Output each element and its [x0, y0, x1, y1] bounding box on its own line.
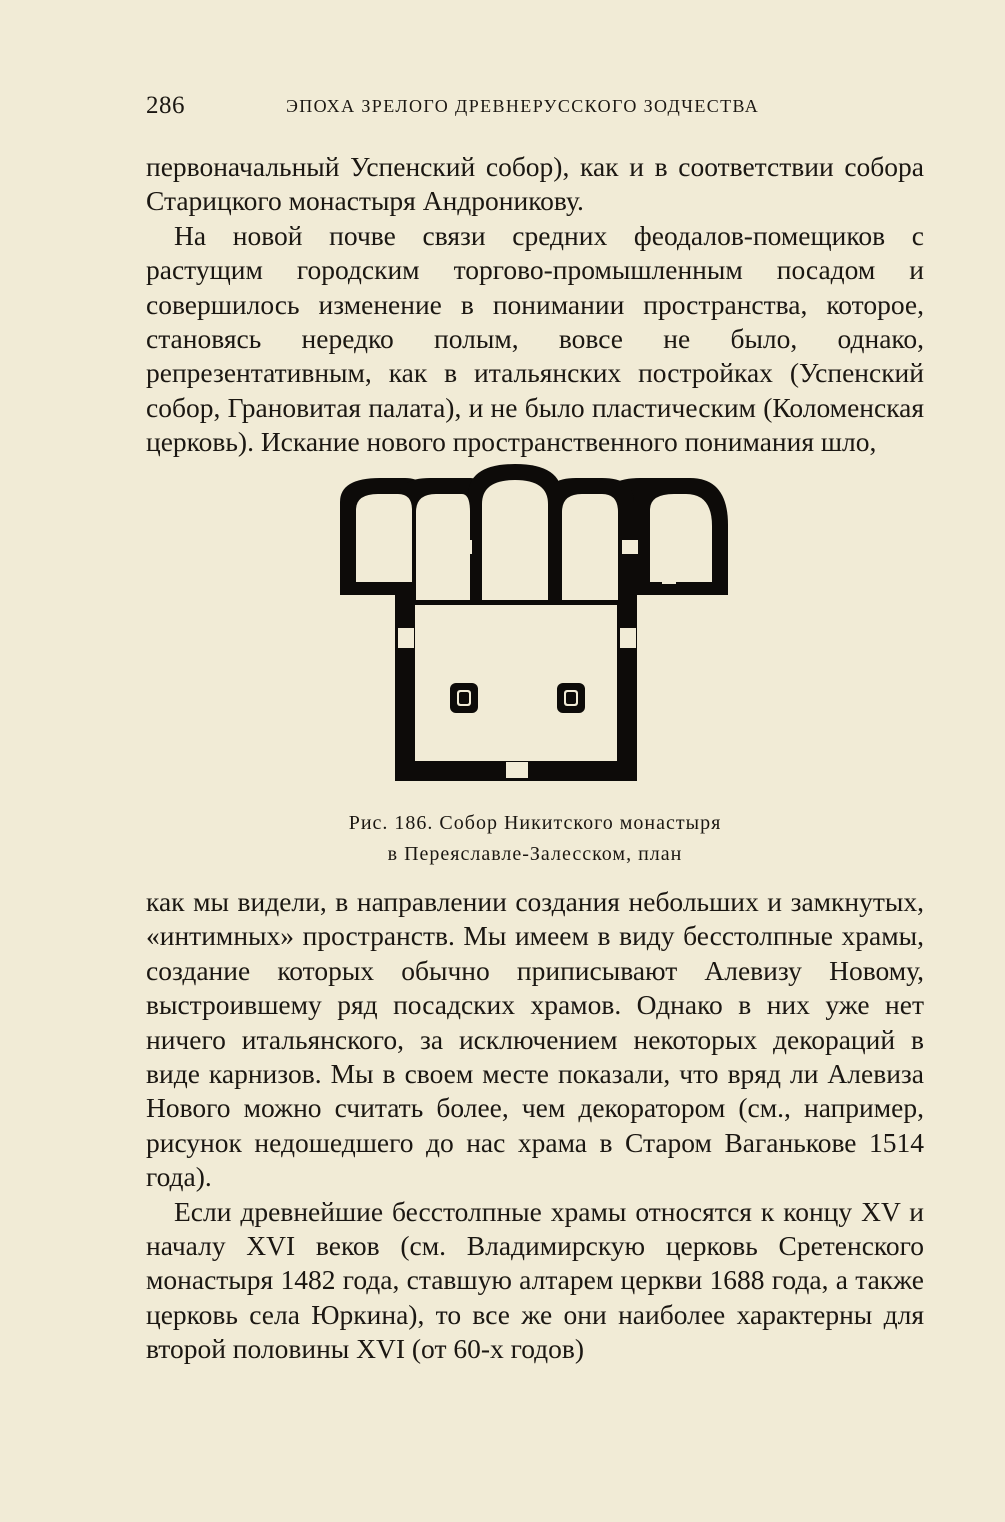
page-header — [146, 92, 926, 126]
text-block-bottom — [146, 885, 924, 1367]
text-block-top — [146, 150, 924, 460]
west-door-opening — [506, 762, 528, 778]
caption-line-2: в Переяславле-Залесском, план — [387, 843, 683, 865]
church-floor-plan-drawing — [340, 460, 730, 785]
south-apse-interior — [650, 494, 712, 582]
window-opening — [456, 540, 472, 554]
paragraph-continuation: первоначальный Успенский собор), как и в соответствии собора Старицкого монастыря Андроникову. — [146, 151, 924, 217]
figure-caption — [146, 808, 924, 870]
central-apse-interior — [482, 480, 548, 600]
window-opening — [662, 572, 676, 584]
hall-interior — [415, 605, 617, 761]
paragraph-continuation: как мы видели, в направлении создания небольших и замкнутых, «интимных» пространств. Мы имеем в виду бесстолпные храмы, создание которых обычно приписывают Алевизу Новому, выстроившему ряд посадских храмов. Однако в них уже нет ничего итальянского, за исключением некоторых декораций в виде карнизов. Мы в своем месте показали, что вряд ли Алевиза Нового можно считать более, чем декоратором (см., например, рисунок недошедшего до нас храма в Старом Ваганькове 1514 года). — [146, 886, 924, 1193]
page-number: 286 — [146, 92, 185, 119]
paragraph: На новой почве связи средних феодалов-помещиков с растущим городским торгово-промышленным посадом и совершилось изменение в понимании пространства, которое, становясь нередко полым, вовсе не было, однако, репрезентативным, как в итальянских постройках (Успенский собор, Грановитая палата), и не было пластическим (Коломенская церковь). Искание нового пространственного понимания шло, — [146, 219, 924, 458]
window-opening — [398, 628, 414, 648]
caption-line-1: Рис. 186. Собор Никитского монастыря — [348, 812, 722, 834]
window-opening — [373, 568, 387, 580]
pillar-core — [459, 692, 469, 704]
pillar-core — [566, 692, 576, 704]
window-opening — [622, 540, 638, 554]
right-apse-interior — [562, 494, 618, 600]
floor-plan-figure — [340, 460, 730, 785]
running-title: ЭПОХА ЗРЕЛОГО ДРЕВНЕРУССКОГО ЗОДЧЕСТВА — [286, 96, 760, 116]
window-opening — [620, 628, 636, 648]
paragraph: Если древнейшие бесстолпные храмы относятся к концу XV и началу XVI веков (см. Владимирскую церковь Сретенского монастыря 1482 года, ставшую алтарем церкви 1688 года, а также церковь села Юркина), то все же они наиболее характерны для второй половины XVI (от 60-х годов) — [146, 1195, 924, 1365]
